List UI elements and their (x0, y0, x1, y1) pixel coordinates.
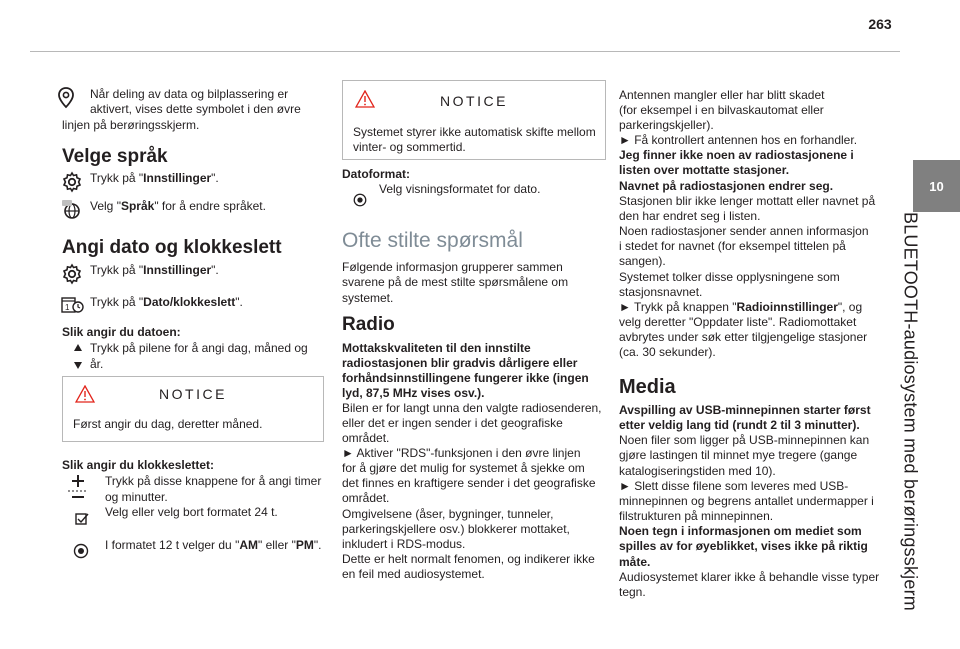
page-number: 263 (868, 16, 892, 32)
radio-answer-12: en feil med audiosystemet. (342, 567, 485, 581)
radio-answer-2: eller det er ingen sender i det geografiske (342, 416, 563, 430)
a2-5: sangen). (619, 254, 666, 268)
intro-line-3: linjen på berøringsskjerm. (62, 118, 200, 132)
radio-question-2: radiostasjonen blir gradvis dårligere eller (342, 356, 578, 370)
radio-answer-3: området. (342, 431, 390, 445)
set-clock-label: Slik angir du klokkeslettet: (62, 458, 215, 472)
a2-tail-3: (ca. 30 sekunder). (619, 345, 716, 359)
column-3 (619, 0, 881, 649)
side-title: BLUETOOTH-audiosystem med berøringsskjerm (900, 211, 921, 611)
radio-answer-6: det finnes en kraftigere sender i det geografiske (342, 476, 596, 490)
mq1-2: etter veldig lang tid (rundt 2 til 3 minutter). (619, 418, 860, 432)
plus-minus-icon (66, 474, 90, 500)
heading-radio: Radio (342, 314, 395, 335)
mq2-1: Noen tegn i informasjonen om mediet som (619, 524, 862, 538)
notice-text: Først angir du dag, deretter måned. (73, 417, 263, 431)
q2-1: Jeg finner ikke noen av radiostasjonene i (619, 148, 854, 162)
dateformat-label: Datoformat: (342, 167, 410, 181)
intro-line-1: Når deling av data og bilplassering er (90, 87, 289, 101)
gear-icon (60, 170, 84, 194)
a2-3: Noen radiostasjoner sender annen informasjon (619, 224, 869, 238)
a2-7: stasjonsnavnet. (619, 285, 703, 299)
notice-text-1: Systemet styrer ikke automatisk skifte mellom (353, 125, 596, 139)
notice-title: NOTICE (440, 93, 508, 109)
heading-velge-sprak: Velge språk (62, 146, 168, 167)
ampm-text: I formatet 12 t velger du "AM" eller "PM". (105, 538, 322, 552)
a2-2: den har endret seg i listen. (619, 209, 761, 223)
ma1-6: filstrukturen på minnepinnen. (619, 509, 774, 523)
set-clock-text-2: og minutter. (105, 490, 168, 504)
ma2-1: Audiosystemet klarer ikke å behandle visse typer (619, 570, 880, 584)
radio-answer-1: Bilen er for langt unna den valgte radiosenderen, (342, 401, 602, 415)
ma2-2: tegn. (619, 585, 646, 599)
antenna-1: Antennen mangler eller har blitt skadet (619, 88, 825, 102)
mq2-2: spilles av for øyeblikket, vises ikke på riktig (619, 539, 868, 553)
radio-answer-8: Omgivelsene (åser, bygninger, tunneler, (342, 507, 554, 521)
lang-step-2: Velg "Språk" for å endre språket. (90, 199, 266, 213)
svg-text:1: 1 (65, 303, 70, 312)
ma1-4: ► Slett disse filene som leveres med USB- (619, 479, 849, 493)
heading-faq: Ofte stilte spørsmål (342, 229, 523, 252)
a2-step: ► Trykk på knappen "Radioinnstillinger", og (619, 300, 863, 314)
checkbox-icon (74, 512, 90, 528)
radio-question-4: lyd, 87,5 MHz vises osv.). (342, 386, 485, 400)
column-1 (62, 0, 330, 649)
a2-tail-2: avbrytes under søk etter tilgjengelige stasjoner (619, 330, 868, 344)
a2-tail-1: velg deretter "Oppdater liste". Radiomottaket (619, 315, 857, 329)
antenna-3: parkeringskjeller). (619, 118, 714, 132)
up-down-arrows-icon (73, 342, 83, 372)
q2-3: Navnet på radiostasjonen endrer seg. (619, 179, 834, 193)
ma1-3: katalogiseringstiden med 10). (619, 464, 776, 478)
heading-dato-klokkeslett: Angi dato og klokkeslett (62, 237, 282, 258)
intro-line-2: aktivert, vises dette symbolet i den øvre (90, 102, 301, 116)
calendar-clock-icon (60, 293, 84, 317)
mq1-1: Avspilling av USB-minnepinnen starter først (619, 403, 871, 417)
a2-1: Stasjonen blir ikke lenger mottatt eller navnet på (619, 194, 876, 208)
radio-answer-5: for å gjøre det mulig for systemet å sjekke om (342, 461, 585, 475)
radio-answer-9: parkeringskjellere osv.) blokkerer mottaket, (342, 522, 570, 536)
ma1-2: gjøre lastingen til minnet mye tregere (gange (619, 448, 858, 462)
notice-title: NOTICE (159, 386, 227, 402)
radio-answer-7: området. (342, 491, 390, 505)
radio-question-3: forhåndsinnstillingene fungerer ikke (ingen (342, 371, 589, 385)
a2-4: i stedet for navnet (for eksempel tittelen på (619, 239, 846, 253)
set-date-text-2: år. (90, 357, 104, 371)
set-clock-text-3: Velg eller velg bort formatet 24 t. (105, 505, 278, 519)
notice-text-2: vinter- og sommertid. (353, 140, 466, 154)
radio-answer-11: Dette er helt normalt fenomen, og indikerer ikke (342, 552, 595, 566)
antenna-4: ► Få kontrollert antennen hos en forhandler. (619, 133, 858, 147)
faq-intro-2: svarene på de mest stilte spørsmålene om (342, 275, 569, 289)
location-pin-icon (54, 86, 78, 110)
gear-icon (60, 262, 84, 286)
set-date-text-1: Trykk på pilene for å angi dag, måned og (90, 341, 308, 355)
column-2 (342, 0, 604, 649)
date-step-2: Trykk på "Dato/klokkeslett". (90, 295, 243, 309)
radio-question-1: Mottakskvaliteten til den innstilte (342, 341, 531, 355)
radio-button-icon (72, 542, 90, 560)
ma1-5: minnepinnen og begrens antallet undermapper i (619, 494, 874, 508)
antenna-2: (for eksempel i en bilvaskautomat eller (619, 103, 824, 117)
q2-2: listen over mottatte stasjoner. (619, 163, 790, 177)
faq-intro-3: systemet. (342, 291, 394, 305)
faq-intro-1: Følgende informasjon grupperer sammen (342, 260, 563, 274)
set-date-label: Slik angir du datoen: (62, 325, 181, 339)
a2-6: Systemet tolker disse opplysningene som (619, 270, 840, 284)
heading-media: Media (619, 376, 676, 398)
set-clock-text-1: Trykk på disse knappene for å angi timer (105, 474, 322, 488)
date-step-1: Trykk på "Innstillinger". (90, 263, 219, 277)
radio-answer-4: ► Aktiver "RDS"-funksjonen i den øvre linjen (342, 446, 581, 460)
notice-box-date (62, 376, 324, 442)
mq2-3: måte. (619, 555, 651, 569)
dateformat-text: Velg visningsformatet for dato. (379, 182, 541, 196)
radio-button-icon (352, 192, 368, 208)
chapter-tab[interactable]: 10 (913, 160, 960, 212)
notice-box-dst (342, 80, 606, 160)
lang-step-1: Trykk på "Innstillinger". (90, 171, 219, 185)
radio-answer-10: inkludert i RDS-modus. (342, 537, 466, 551)
ma1-1: Noen filer som ligger på USB-minnepinnen kan (619, 433, 870, 447)
language-globe-icon (60, 198, 84, 222)
